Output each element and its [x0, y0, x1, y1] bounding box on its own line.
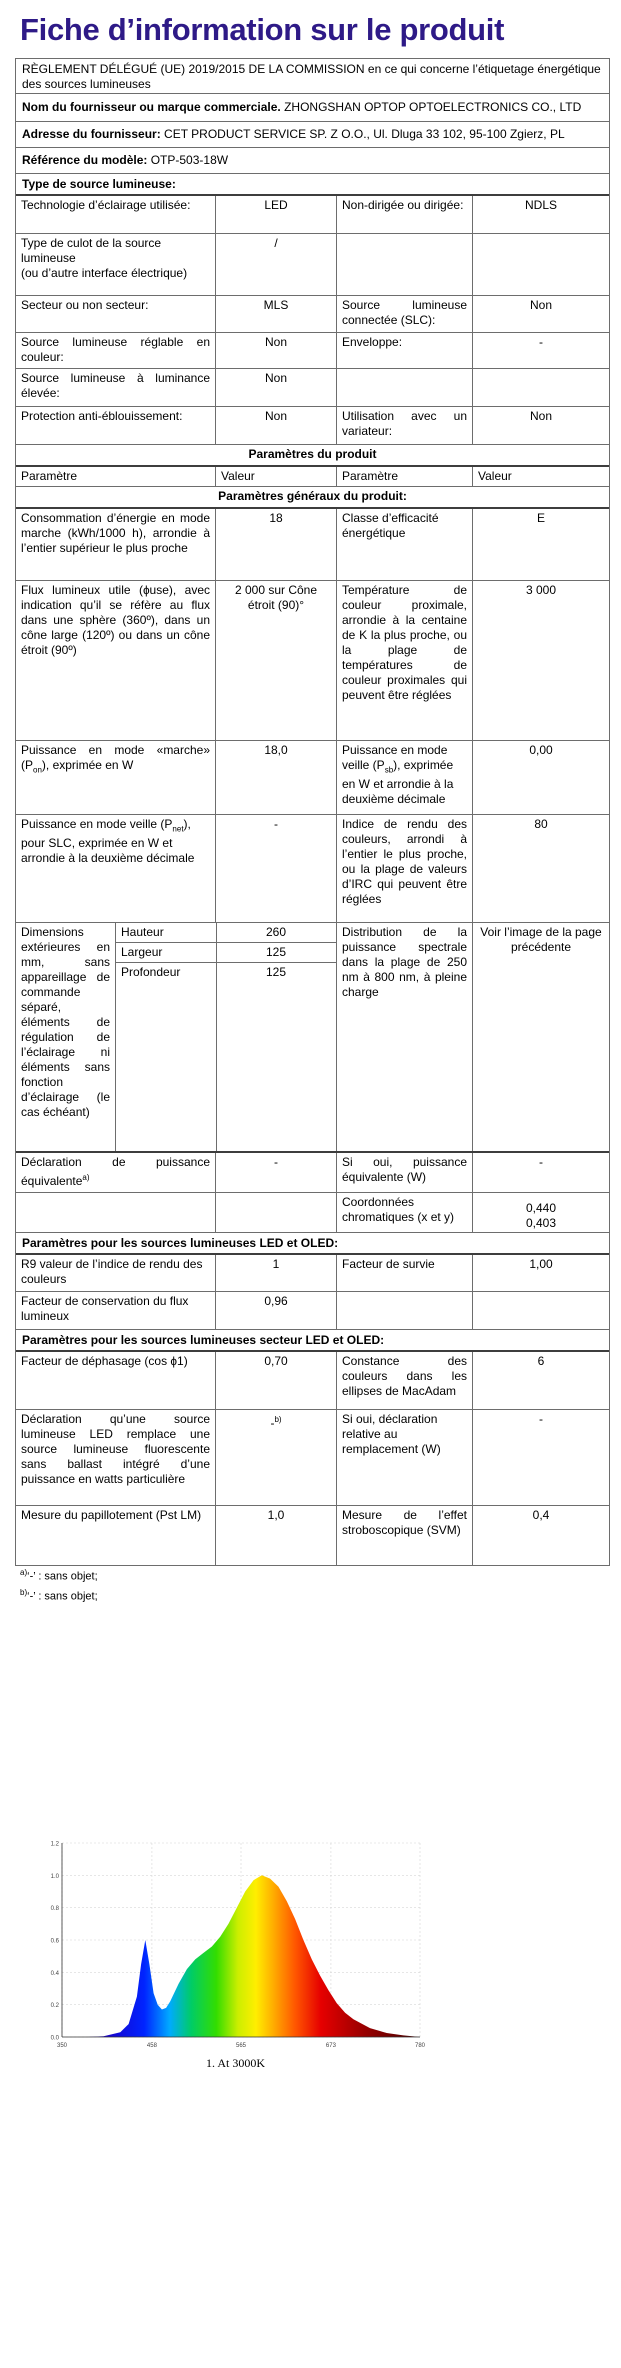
- x-tick-label: 565: [235, 2043, 247, 2049]
- table-row: [16, 1292, 609, 1330]
- table-row: [16, 1352, 609, 1410]
- dimension-values: [216, 923, 337, 1151]
- cell-label: Puissance en mode veille $(P_{net})$, pour SLC, exprimée en W et arrondie à la deuxième décimale: [16, 815, 216, 922]
- cell-value: 1,00: [529, 1257, 553, 1271]
- table-row: [16, 234, 609, 296]
- cell-label: Source lumineuse à luminance élevée:: [16, 369, 216, 406]
- cell-label: Déclaration qu’une source lumineuse LED remplace une source lumineuse fluorescente sans ballast intégré d’une puissance en watts particulière: [16, 1410, 216, 1505]
- dimension-labels: [116, 923, 217, 1151]
- general-header: Paramètres généraux du produit:: [16, 487, 609, 509]
- x-tick-label: 780: [414, 2043, 426, 2049]
- model-row: [16, 148, 609, 174]
- cell-value: MLS: [216, 296, 337, 332]
- y-tick-label: 0.6: [50, 1938, 59, 1945]
- cell-label: Si oui, déclaration relative au remplacement (W): [337, 1410, 473, 1505]
- y-tick-label: 1.0: [50, 1873, 59, 1880]
- cell-label: Technologie d’éclairage utilisée:: [16, 196, 216, 233]
- table-row: [16, 1506, 609, 1566]
- cell-label: Secteur ou non secteur:: [16, 296, 216, 332]
- cell-value: Voir l’image de la page précédente: [480, 925, 602, 954]
- address-value: CET PRODUCT SERVICE SP. Z O.O., Ul. Dluga 33 102, 95-100 Zgierz, PL: [164, 127, 565, 141]
- x-tick-label: 673: [325, 2043, 336, 2049]
- cell-label: [337, 369, 473, 406]
- cell-label: Type de culot de la source lumineuse (ou d’autre interface électrique): [16, 234, 216, 295]
- column-header: Paramètre: [16, 467, 216, 486]
- height-label: Hauteur: [116, 923, 216, 943]
- table-row: [16, 407, 609, 445]
- cell-label: Température de couleur proximale, arrondie à la centaine de K la plus proche, ou la plage de températures de couleur proximales qui peuvent être réglées: [337, 581, 473, 740]
- cell-label: Constance des couleurs dans les ellipses de MacAdam: [337, 1352, 473, 1409]
- cell-value: Non: [529, 298, 552, 312]
- cell-value: 0,70: [216, 1352, 337, 1409]
- cell-label: Classe d’efficacité énergétique: [337, 509, 473, 580]
- cell-value: -: [216, 1153, 337, 1192]
- cell-label: Puissance en mode veille $(P_{sb})$, exprimée en W et arrondie à la deuxième décimale: [337, 741, 473, 814]
- width-value: 125: [216, 943, 336, 963]
- column-header: Valeur: [478, 469, 512, 483]
- cell-value: -$^{b)}$: [216, 1410, 337, 1505]
- page-title: Fiche d’information sur le produit: [20, 12, 505, 47]
- column-header-row: [16, 467, 609, 487]
- cell-value: LED: [216, 196, 337, 233]
- depth-value: 125: [265, 965, 287, 979]
- supplier-value: ZHONGSHAN OPTOP OPTOELECTRONICS CO., LTD: [284, 100, 582, 114]
- cell-value: -: [216, 815, 337, 922]
- cell-label: Enveloppe:: [337, 333, 473, 368]
- table-row: [16, 1193, 609, 1233]
- x-tick-label: 350: [56, 2043, 68, 2049]
- table-row: [16, 581, 609, 741]
- cell-label: Mesure du papillotement (Pst LM): [16, 1506, 216, 1565]
- regulation-text: RÈGLEMENT DÉLÉGUÉ (UE) 2019/2015 DE LA COMMISSION en ce qui concerne l’étiquetage énergétique des sources lumineuses: [22, 62, 601, 91]
- cell-label: Déclaration de puissance équivalente$^{a)}$: [16, 1153, 216, 1192]
- table-row: [16, 296, 609, 333]
- cell-label: Protection anti-éblouissement:: [16, 407, 216, 444]
- cell-value: -: [539, 335, 543, 349]
- cell-value: -: [539, 1155, 543, 1169]
- cell-label: Si oui, puissance équivalente (W): [337, 1153, 473, 1192]
- y-tick-label: 0.4: [50, 1970, 59, 1977]
- cell-value: 3 000: [525, 583, 557, 597]
- y-tick-label: 0.8: [50, 1906, 59, 1913]
- cell-value: E: [536, 511, 545, 525]
- cell-value: Non: [529, 409, 552, 423]
- x-tick-label: 458: [146, 2043, 157, 2049]
- cell-label: Coordonnées chromatiques (x et y): [337, 1193, 473, 1232]
- address-label: Adresse du fournisseur:: [22, 127, 161, 141]
- cell-label: Indice de rendu des couleurs, arrondi à l’entier le plus proche, ou la plage de valeurs d’IRC qui peuvent être réglées: [337, 815, 473, 922]
- y-tick-label: 0.0: [50, 2035, 59, 2042]
- model-label: Référence du modèle:: [22, 153, 148, 167]
- cell-value: 18: [216, 509, 337, 580]
- cell-value: Non: [216, 333, 337, 368]
- table-row: [16, 1255, 609, 1292]
- cell-value: Non: [216, 407, 337, 444]
- cell-value: 0,00: [529, 743, 553, 757]
- depth-label: Profondeur: [121, 965, 181, 979]
- table-row: [16, 1410, 609, 1506]
- supplier-label: Nom du fournisseur ou marque commerciale.: [22, 100, 281, 114]
- cell-value: 18,0: [216, 741, 337, 814]
- mains-header: Paramètres pour les sources lumineuses secteur LED et OLED:: [16, 1330, 609, 1352]
- product-information-table: [15, 58, 610, 1566]
- cell-value: 1: [216, 1255, 337, 1291]
- cell-label: Non-dirigée ou dirigée:: [337, 196, 473, 233]
- cell-value: [216, 1193, 337, 1232]
- cell-value: 6: [537, 1354, 545, 1368]
- chromaticity-x: 0,440: [525, 1201, 557, 1215]
- regulation-row: [16, 58, 609, 94]
- cell-value: [473, 1292, 609, 1329]
- cell-value: -: [539, 1412, 543, 1426]
- table-row: [16, 196, 609, 234]
- params-header: Paramètres du produit: [16, 445, 609, 467]
- cell-value: 2 000 sur Cône étroit (90)°: [216, 581, 337, 740]
- cell-label: [337, 1292, 473, 1329]
- table-row: [16, 509, 609, 581]
- chromaticity-y: 0,403: [525, 1216, 557, 1230]
- cell-label: Facteur de survie: [337, 1255, 473, 1291]
- cell-label: [337, 234, 473, 295]
- height-value: 260: [216, 923, 336, 943]
- cell-label: Utilisation avec un variateur:: [337, 407, 473, 444]
- cell-label: Dimensions extérieures en mm, sans appareillage de commande séparé, éléments de régulation de l’éclairage ni éléments sans fonction d’éclairage (le cas échéant): [16, 923, 116, 1151]
- spectral-power-distribution-chart: [48, 1835, 428, 2070]
- cell-value: [473, 1193, 609, 1232]
- cell-value: NDLS: [524, 198, 557, 212]
- table-row: [16, 815, 609, 923]
- column-header: Valeur: [216, 467, 337, 486]
- cell-value: 0,96: [216, 1292, 337, 1329]
- supplier-row: [16, 94, 609, 122]
- cell-label: Consommation d’énergie en mode marche (kWh/1000 h), arrondie à l’entier supérieur le plus proche: [16, 509, 216, 580]
- led-header: Paramètres pour les sources lumineuses LED et OLED:: [16, 1233, 609, 1255]
- source-type-header: Type de source lumineuse:: [16, 174, 609, 196]
- cell-value: [473, 234, 609, 295]
- cell-label: Facteur de déphasage (cos ɸ1): [16, 1352, 216, 1409]
- footnote-a: $^{a)}$‘-’ : sans objet;: [20, 1568, 98, 1583]
- dimensions-row: [16, 923, 609, 1153]
- cell-value: Non: [216, 369, 337, 406]
- cell-label: Flux lumineux utile (ɸuse), avec indication qu’il se réfère au flux dans une sphère (360º), dans un cône large (120º) ou dans un cône étroit (90º): [16, 581, 216, 740]
- column-header: Paramètre: [337, 467, 473, 486]
- cell-value: 0,4: [532, 1508, 550, 1522]
- cell-label: Source lumineuse réglable en couleur:: [16, 333, 216, 368]
- cell-label: Puissance en mode «marche» $(P_{on})$, exprimée en W: [16, 741, 216, 814]
- footnote-b: $^{b)}$‘-’ : sans objet;: [20, 1588, 98, 1603]
- cell-value: 1,0: [216, 1506, 337, 1565]
- width-label: Largeur: [116, 943, 216, 963]
- cell-label: Distribution de la puissance spectrale dans la plage de 250 nm à 800 nm, à pleine charge: [337, 923, 473, 1151]
- cell-value: 80: [534, 817, 548, 831]
- y-tick-label: 0.2: [50, 2003, 59, 2010]
- cell-label: Source lumineuse connectée (SLC):: [337, 296, 473, 332]
- cell-label: Facteur de conservation du flux lumineux: [16, 1292, 216, 1329]
- y-tick-label: 1.2: [50, 1841, 59, 1848]
- chart-caption: 1. At 3000K: [206, 2056, 266, 2070]
- table-row: [16, 369, 609, 407]
- table-row: [16, 333, 609, 369]
- table-row: [16, 1153, 609, 1193]
- cell-value: /: [216, 234, 337, 295]
- cell-value: [473, 369, 609, 406]
- model-value: OTP-503-18W: [150, 153, 229, 167]
- cell-label: R9 valeur de l’indice de rendu des couleurs: [16, 1255, 216, 1291]
- cell-label: [16, 1193, 216, 1232]
- table-row: [16, 741, 609, 815]
- address-row: [16, 122, 609, 148]
- cell-label: Mesure de l’effet stroboscopique (SVM): [337, 1506, 473, 1565]
